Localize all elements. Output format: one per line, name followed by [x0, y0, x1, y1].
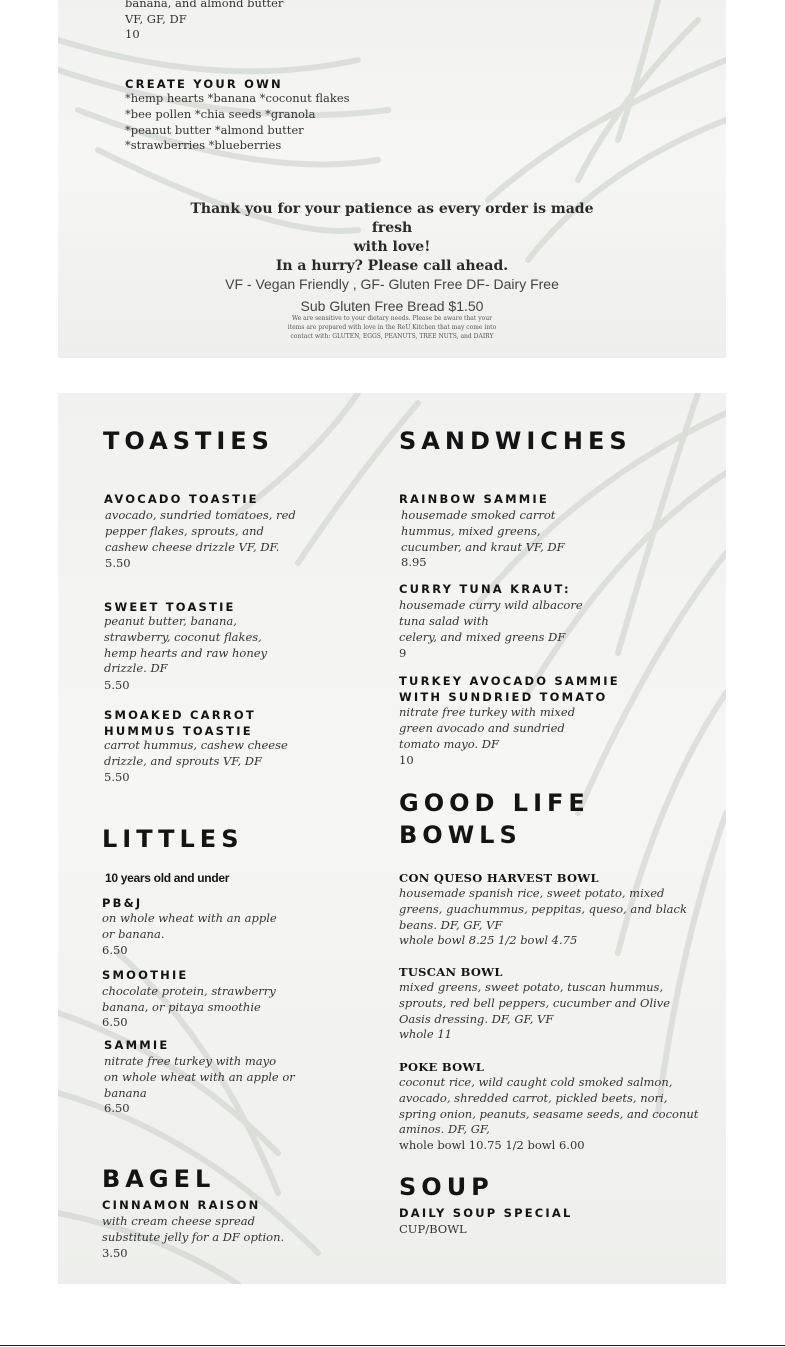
sammie-price: 6.50: [104, 1101, 130, 1115]
avocado-toastie-price: 5.50: [105, 556, 131, 570]
carrot-hummus-toastie-name: SMOAKED CARROT HUMMUS TOASTIE: [104, 708, 256, 738]
curry-tuna-kraut-name: CURRY TUNA KRAUT:: [399, 582, 571, 596]
soup-title: SOUP: [399, 1173, 494, 1201]
sammie-name: SAMMIE: [104, 1038, 170, 1052]
littles-title: LITTLES: [102, 825, 244, 853]
turkey-avocado-sammie-name: TURKEY AVOCADO SAMMIE WITH SUNDRIED TOMATO: [399, 674, 620, 704]
con-queso-harvest-bowl-description: housemade spanish rice, sweet potato, mixed greens, guachummus, peppitas, queso, and black beans. DF, GF, VF whole bowl 8.25 1/2 bowl 4.75: [399, 886, 687, 948]
daily-soup-special-name: DAILY SOUP SPECIAL: [399, 1206, 573, 1220]
menu-card-bottom: [58, 393, 726, 1284]
sandwiches-title: SANDWICHES: [399, 427, 632, 455]
con-queso-harvest-bowl-name: CON QUESO HARVEST BOWL: [399, 871, 599, 885]
soup-sizes: CUP/BOWL: [399, 1222, 467, 1236]
avocado-toastie-description: avocado, sundried tomatoes, red pepper flakes, sprouts, and cashew cheese drizzle VF, DF.: [105, 508, 296, 554]
littles-age-note: 10 years old and under: [105, 871, 230, 885]
pbj-price: 6.50: [102, 943, 128, 957]
menu-card-top: [58, 0, 726, 358]
cinnamon-raison-price: 3.50: [102, 1246, 128, 1260]
good-life-bowls-title: GOOD LIFE BOWLS: [399, 789, 590, 849]
bagel-title: BAGEL: [102, 1165, 216, 1193]
create-your-own-heading: CREATE YOUR OWN: [125, 77, 283, 91]
allergen-note: We are sensitive to your dietary needs. Please be aware that your items are prepared with love in the ReU Kitchen that may come into contact with: GLUTEN, EGGS, PEANUTS, TREE NUTS, and DAIRY: [287, 315, 497, 340]
sammie-description: nitrate free turkey with mayo on whole wheat with an apple or banana: [104, 1054, 295, 1100]
sweet-toastie-price: 5.50: [104, 678, 130, 692]
page-bottom-rule: [0, 1345, 785, 1346]
toasties-title: TOASTIES: [103, 427, 274, 455]
cinnamon-raison-description: with cream cheese spread substitute jelly for a DF option.: [102, 1214, 285, 1244]
cinnamon-raison-name: CINNAMON RAISON: [102, 1198, 261, 1212]
prev-item-description: banana, and almond butter VF, GF, DF: [125, 0, 284, 26]
turkey-avocado-sammie-description: nitrate free turkey with mixed green avocado and sundried tomato mayo. DF: [399, 705, 576, 751]
prev-item-price: 10: [125, 27, 140, 41]
tuscan-bowl-name: TUSCAN BOWL: [399, 965, 503, 979]
gluten-free-bread-note: Sub Gluten Free Bread $1.50: [300, 298, 484, 314]
smoothie-name: SMOOTHIE: [102, 968, 189, 982]
create-your-own-options: *hemp hearts *banana *coconut flakes *bee pollen *chia seeds *granola *peanut butter *almond butter *strawberries *blueberries: [125, 91, 350, 153]
dietary-legend: VF - Vegan Friendly , GF- Gluten Free DF- Dairy Free: [225, 276, 559, 292]
rainbow-sammie-price: 8.95: [401, 555, 427, 569]
turkey-avocado-sammie-price: 10: [399, 753, 414, 767]
pbj-name: PB&J: [102, 896, 143, 910]
poke-bowl-name: POKE BOWL: [399, 1060, 485, 1074]
smoothie-description: chocolate protein, strawberry banana, or pitaya smoothie: [102, 984, 276, 1014]
poke-bowl-description: coconut rice, wild caught cold smoked salmon, avocado, shredded carrot, pickled beets, nori, spring onion, peanuts, seasame seeds, and coconut aminos. DF, GF,: [399, 1075, 699, 1137]
sweet-toastie-description: peanut butter, banana, strawberry, coconut flakes, hemp hearts and raw honey drizzle. DF: [104, 614, 268, 676]
pbj-description: on whole wheat with an apple or banana.: [102, 911, 277, 941]
rainbow-sammie-description: housemade smoked carrot hummus, mixed greens, cucumber, and kraut VF, DF: [401, 508, 565, 554]
curry-tuna-kraut-price: 9: [399, 646, 407, 660]
smoothie-price: 6.50: [102, 1015, 128, 1029]
tuscan-bowl-description: mixed greens, sweet potato, tuscan hummus, sprouts, red bell peppers, cucumber and Olive Oasis dressing. DF, GF, VF whole 11: [399, 980, 671, 1042]
carrot-hummus-toastie-description: carrot hummus, cashew cheese drizzle, and sprouts VF, DF: [104, 738, 288, 768]
carrot-hummus-toastie-price: 5.50: [104, 770, 130, 784]
sweet-toastie-name: SWEET TOASTIE: [104, 600, 236, 614]
poke-bowl-price: whole bowl 10.75 1/2 bowl 6.00: [399, 1138, 585, 1152]
rainbow-sammie-name: RAINBOW SAMMIE: [399, 492, 549, 506]
curry-tuna-kraut-description: housemade curry wild albacore tuna salad with celery, and mixed greens DF: [399, 598, 583, 644]
avocado-toastie-name: AVOCADO TOASTIE: [104, 492, 259, 506]
thank-you-note: Thank you for your patience as every order is made fresh with love! In a hurry? Please call ahead.: [190, 201, 594, 274]
